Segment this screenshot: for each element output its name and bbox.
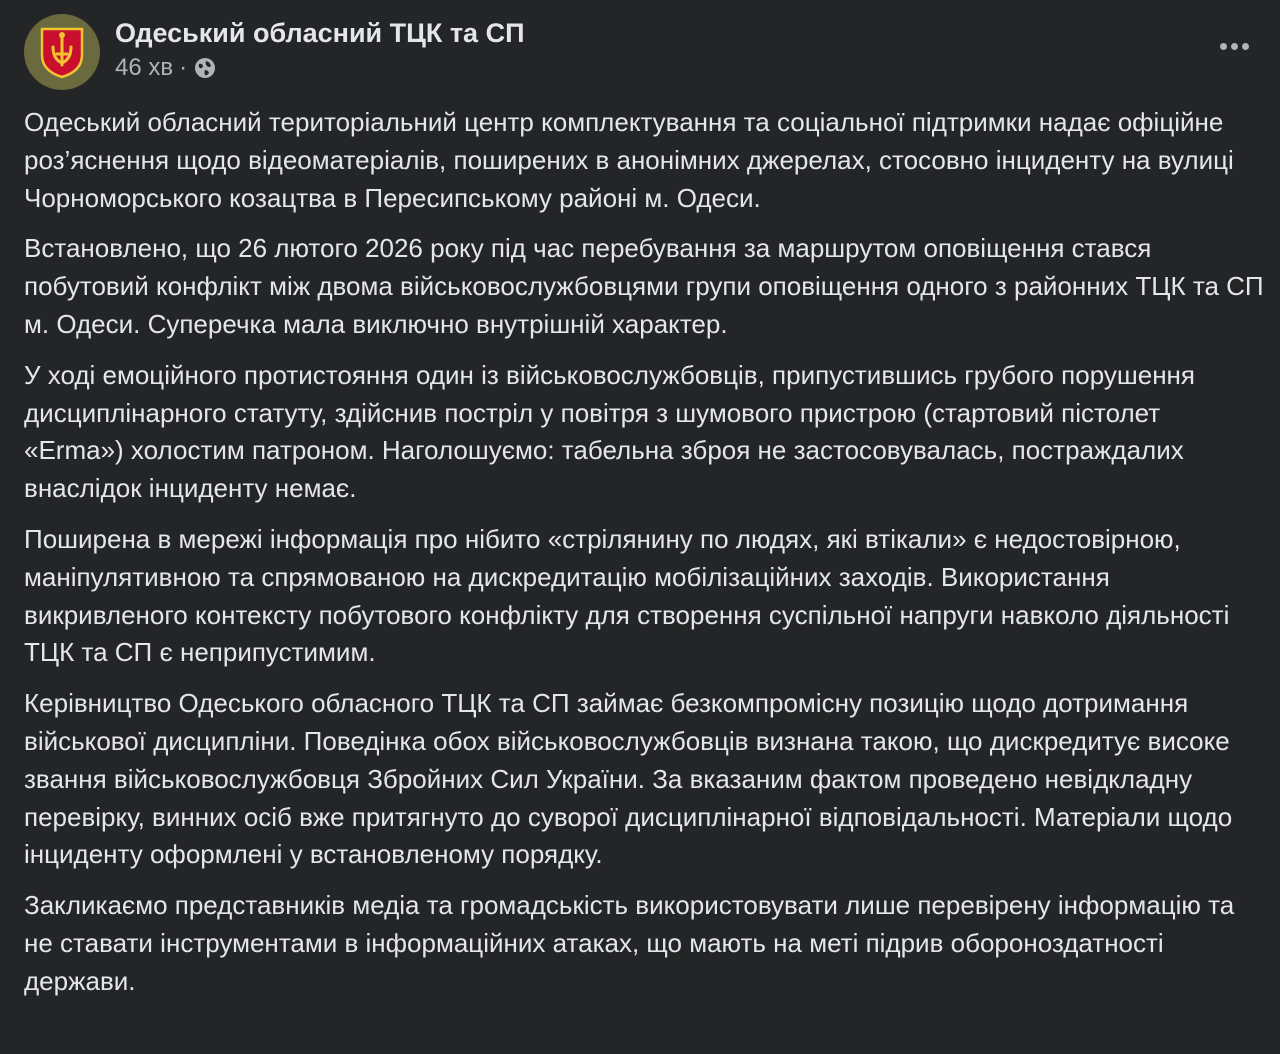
post-body — [24, 104, 1264, 1014]
more-dot — [1242, 43, 1249, 50]
more-options-button[interactable] — [1212, 28, 1256, 64]
post-paragraph: Одеський обласний територіальний центр комплектування та соціальної підтримки надає офіційне роз’яснення щодо відеоматеріалів, поширених в анонімних джерелах, стосовно інциденту на вулиці Чорноморського козацтва в Пересипському районі м. Одеси. — [24, 107, 1234, 213]
more-horizontal-icon — [1220, 43, 1227, 50]
avatar[interactable] — [24, 14, 100, 90]
post-paragraph: Встановлено, що 26 лютого 2026 року під час перебування за маршрутом оповіщення стався побутовий конфлікт між двома військовослужбовцями групи оповіщення одного з районних ТЦК та СП м. Одеси. Суперечка мала виключно внутрішній характер. — [24, 233, 1264, 339]
post-paragraph: У ході емоційного протистояння один із військовослужбовців, припустившись грубого порушення дисциплінарного статуту, здійснив постріл у повітря з шумового пристрою (стартовий пістолет «Erma») холостим патроном. Наголошуємо: табельна зброя не застосовувалась, постраждалих внаслідок інциденту немає. — [24, 359, 1195, 504]
page-name-link[interactable]: Одеський обласний ТЦК та СП — [115, 18, 525, 48]
post-subline — [115, 53, 524, 83]
more-dot — [1231, 43, 1238, 50]
post-paragraph: Керівництво Одеського обласного ТЦК та СП займає безкомпромісну позицію щодо дотримання військової дисципліни. Поведінка обох військовослужбовців визнана такою, що дискредитує високе звання військовослужбовця Збройних Сил України. За вказаним фактом проведено невідкладну перевірку, винних осіб вже притягнуто до суворої дисциплінарної відповідальності. Матеріали щодо інциденту оформлені у встановленому порядку. — [24, 688, 1233, 870]
post-header — [24, 12, 524, 92]
post-meta — [115, 14, 524, 90]
post-timestamp[interactable]: 46 хв — [115, 54, 174, 81]
post-paragraph: Закликаємо представників медіа та громадськість використовувати лише перевірену інформацію та не ставати інструментами в інформаційних атаках, що мають на меті підрив обороноздатності держави. — [24, 890, 1235, 996]
trident-emblem-icon — [38, 25, 86, 79]
separator-dot: · — [179, 54, 188, 81]
globe-icon[interactable] — [193, 56, 217, 80]
post-paragraph: Поширена в мережі інформація про нібито «стрілянину по людях, які втікали» є недостовірною, маніпулятивною та спрямованою на дискредитацію мобілізаційних заходів. Використання викривленого контексту побутового конфлікту для створення суспільної напруги навколо діяльності ТЦК та СП є неприпустимим. — [24, 523, 1230, 668]
